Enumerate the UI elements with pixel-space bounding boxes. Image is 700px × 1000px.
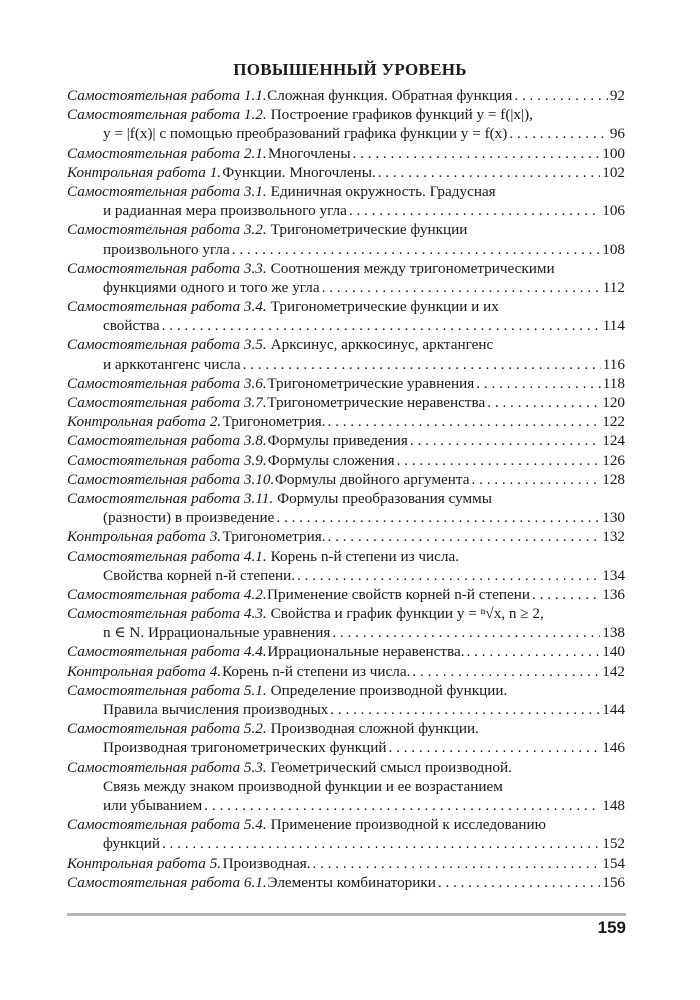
toc-entry-kind: Самостоятельная работа 3.4. [67,298,267,316]
toc-entry-line [67,681,625,700]
leader-dots [487,393,600,412]
leader-dots [349,201,600,220]
toc-entry[interactable] [67,86,625,105]
toc-entry-kind: Самостоятельная работа 4.2. [67,585,267,603]
toc-entry-kind: Самостоятельная работа 4.1. [67,547,267,565]
toc-entry-title: Свойства и график функции y = ⁿ√x, n ≥ 2, [270,605,544,623]
toc-entry-kind: Самостоятельная работа 1.1. [67,87,267,104]
toc-entry-page: 134 [602,566,625,584]
leader-dots [378,163,601,182]
toc-entry[interactable] [67,335,625,373]
leader-dots [397,451,601,470]
toc-entry-kind: Самостоятельная работа 6.1. [67,873,267,891]
leader-dots [353,144,601,163]
toc-entry-title: и арккотангенс числа [103,355,241,373]
toc-entry-title: произвольного угла [103,240,230,258]
toc-entry-kind: Самостоятельная работа 1.2. [67,106,267,124]
toc-entry[interactable] [67,105,625,143]
toc-entry[interactable] [67,259,625,297]
toc-entry-page: 116 [602,355,625,373]
toc-entry-kind: Контрольная работа 1. [67,163,222,181]
toc-entry-line [67,662,625,681]
toc-entry-kind: Самостоятельная работа 5.1. [67,681,267,699]
page-number: 159 [597,918,626,937]
toc-entry-kind: Самостоятельная работа 3.5. [67,336,267,354]
leader-dots [297,566,600,585]
toc-entry[interactable] [67,873,625,892]
toc-entry-title: Применение производной к исследованию [270,816,546,834]
toc-entry-line [67,374,625,393]
toc-entry-title: Свойства корней n-й степени. [103,566,296,584]
toc-entry-page: 92 [609,87,625,104]
leader-dots [162,834,600,853]
toc-entry[interactable] [67,431,625,450]
toc-entry-line [67,777,625,796]
toc-entry-kind: Контрольная работа 4. [67,662,222,680]
leader-dots [162,316,601,335]
toc-entry-page: 136 [602,585,625,603]
toc-entry[interactable] [67,412,625,431]
toc-entry-page: 126 [602,451,625,469]
toc-entry[interactable] [67,719,625,757]
toc-entry-title: Корень n-й степени из числа. [270,547,459,565]
toc-entry-title: Тригонометрические неравенства [267,394,486,411]
toc-entry-line [67,834,625,853]
leader-dots [389,738,601,757]
toc-entry-title: и радианная мера произвольного угла [103,202,347,220]
toc-entry-title: Связь между знаком производной функции и ее возрастанием [103,777,503,795]
toc-entry-title: Арксинус, арккосинус, арктангенс [270,336,494,354]
leader-dots [330,700,600,719]
toc-entry[interactable] [67,489,625,527]
toc-entry-kind: Самостоятельная работа 3.10. [67,470,275,488]
toc-entry[interactable] [67,374,625,393]
toc-entry-title: Формулы преобразования суммы [277,489,492,507]
toc-entry-title: Правила вычисления производных [103,701,329,718]
toc-entry-line [67,585,625,604]
toc-entry-line [67,738,625,757]
toc-entry-title: (разности) в произведение [103,509,275,527]
toc-entry-title: y = |f(x)| с помощью преобразований графика функции y = f(x) [103,125,508,143]
table-of-contents [67,86,625,892]
toc-entry-line [67,182,625,201]
toc-entry-page: 112 [602,278,625,296]
toc-entry-page: 146 [602,739,625,757]
toc-entry-kind: Самостоятельная работа 3.7. [67,394,267,411]
toc-entry[interactable] [67,182,625,220]
toc-entry[interactable] [67,681,625,719]
leader-dots [438,873,600,892]
toc-entry-title: Тригонометрические функции и их [270,298,499,316]
leader-dots [412,662,600,681]
toc-entry-line [67,796,625,815]
toc-entry-page: 152 [602,835,625,853]
toc-entry-kind: Самостоятельная работа 3.11. [67,489,274,507]
toc-entry-kind: Самостоятельная работа 3.1. [67,182,267,200]
toc-entry-kind: Самостоятельная работа 3.2. [67,221,267,239]
toc-entry-line [67,105,625,124]
toc-entry-line [67,623,625,642]
toc-entry-line [67,470,625,489]
toc-entry-line [67,144,625,163]
toc-entry-page: 114 [602,317,625,335]
toc-entry-line [67,700,625,719]
toc-entry-line [67,489,625,508]
footer-rule [67,913,626,916]
toc-entry[interactable] [67,642,625,661]
toc-entry-title: Иррациональные неравенства. [267,643,465,661]
toc-entry-page: 138 [602,624,625,642]
toc-entry-title: Тригонометрия. [222,413,326,431]
toc-entry-page: 148 [602,796,625,814]
toc-entry-line [67,431,625,450]
toc-entry-line [67,86,625,105]
leader-dots [472,470,601,489]
leader-dots [509,124,607,143]
toc-entry-kind: Контрольная работа 5. [67,854,222,872]
toc-entry-kind: Самостоятельная работа 5.4. [67,816,267,834]
toc-entry-line [67,297,625,316]
toc-entry[interactable] [67,527,625,546]
toc-entry[interactable] [67,393,625,412]
toc-entry[interactable] [67,854,625,873]
toc-entry[interactable] [67,547,625,585]
leader-dots [328,412,601,431]
section-heading: ПОВЫШЕННЫЙ УРОВЕНЬ [233,60,467,79]
toc-entry-title: Тригонометрические уравнения [267,374,475,392]
toc-entry-page: 128 [602,470,625,488]
toc-entry-page: 120 [602,394,625,411]
toc-entry-kind: Самостоятельная работа 5.3. [67,758,267,776]
leader-dots [467,642,601,661]
toc-entry-title: Многочлены [267,144,351,162]
toc-entry-line [67,393,625,412]
toc-entry-line [67,201,625,220]
toc-entry-line [67,412,625,431]
toc-entry-line [67,259,625,278]
leader-dots [243,355,601,374]
toc-entry-title: Геометрический смысл производной. [270,758,512,776]
toc-entry-title: свойства [103,317,160,335]
toc-entry-title: Корень n-й степени из числа. [222,662,411,680]
toc-entry-page: 142 [602,662,625,680]
toc-entry-line [67,220,625,239]
toc-entry-title: Функции. Многочлены. [222,163,376,181]
toc-entry[interactable] [67,297,625,335]
toc-entry[interactable] [67,662,625,681]
toc-entry-kind: Самостоятельная работа 3.9. [67,451,267,469]
leader-dots [328,527,601,546]
toc-entry-line [67,335,625,354]
leader-dots [276,508,600,527]
toc-entry-title: Тригонометрия. [222,528,326,546]
toc-entry-title: Сложная функция. Обратная функция [267,87,513,104]
toc-entry-title: функций [103,835,160,853]
toc-entry[interactable] [67,470,625,489]
toc-entry-title: Производная тригонометрических функций [103,739,387,757]
toc-entry-line [67,278,625,297]
leader-dots [514,86,607,105]
leader-dots [410,431,600,450]
toc-entry-page: 108 [602,240,625,258]
toc-entry-page: 130 [602,509,625,527]
toc-entry[interactable] [67,144,625,163]
toc-entry-page: 140 [602,643,625,661]
toc-entry-page: 118 [602,374,625,392]
toc-entry-line [67,547,625,566]
toc-entry-kind: Самостоятельная работа 5.2. [67,720,267,738]
toc-entry-line [67,719,625,738]
toc-entry-line [67,642,625,661]
toc-entry-kind: Самостоятельная работа 3.8. [67,432,267,450]
toc-entry[interactable] [67,451,625,470]
toc-entry-kind: Самостоятельная работа 3.6. [67,374,267,392]
leader-dots [232,240,600,259]
toc-entry-title: Тригонометрические функции [270,221,468,239]
toc-entry-title: Формулы сложения [267,451,395,469]
toc-entry-line [67,854,625,873]
toc-entry[interactable] [67,220,625,258]
toc-entry[interactable] [67,585,625,604]
leader-dots [204,796,600,815]
toc-entry-line [67,451,625,470]
toc-entry-title: Формулы двойного аргумента [274,470,470,488]
toc-entry-page: 132 [602,528,625,546]
toc-entry[interactable] [67,758,625,816]
toc-entry-page: 106 [602,202,625,220]
toc-entry-line [67,124,625,143]
toc-entry-title: Единичная окружность. Градусная [270,182,496,200]
toc-entry-line [67,163,625,182]
toc-entry-kind: Самостоятельная работа 4.3. [67,605,267,623]
toc-entry-kind: Самостоятельная работа 4.4. [67,643,267,661]
toc-entry-line [67,508,625,527]
toc-entry-page: 100 [602,144,625,162]
toc-entry-line [67,355,625,374]
toc-entry-kind: Контрольная работа 3. [67,528,222,546]
toc-entry-title: Соотношения между тригонометрическими [270,259,555,277]
toc-entry-page: 102 [602,163,625,181]
leader-dots [532,585,600,604]
toc-entry-title: Производная сложной функции. [270,720,479,738]
toc-entry-page: 124 [602,432,625,450]
toc-entry-title: Формулы приведения [267,432,408,450]
leader-dots [312,854,600,873]
toc-entry-kind: Самостоятельная работа 2.1. [67,144,267,162]
toc-entry-title: n ∈ N. Иррациональные уравнения [103,624,331,642]
toc-entry-title: или убыванием [103,796,203,814]
toc-entry-title: функциями одного и того же угла [103,278,320,296]
toc-entry-page: 156 [602,873,625,891]
toc-entry-line [67,815,625,834]
toc-entry-line [67,527,625,546]
toc-entry-title: Определение производной функции. [270,681,508,699]
toc-entry-title: Элементы комбинаторики [267,873,436,891]
toc-entry-line [67,316,625,335]
toc-entry[interactable] [67,815,625,853]
toc-entry-page: 122 [602,413,625,431]
toc-entry-page: 144 [602,701,625,718]
toc-entry-line [67,604,625,623]
leader-dots [332,623,600,642]
toc-entry-page: 154 [602,854,625,872]
toc-entry-kind: Контрольная работа 2. [67,413,222,431]
toc-entry-title: Применение свойств корней n-й степени [267,585,531,603]
toc-entry[interactable] [67,163,625,182]
leader-dots [476,374,601,393]
leader-dots [322,278,601,297]
toc-entry-line [67,240,625,259]
toc-entry-line [67,873,625,892]
toc-entry-page: 96 [609,125,625,143]
toc-entry-kind: Самостоятельная работа 3.3. [67,259,267,277]
toc-entry-title: Построение графиков функций y = f(|x|), [270,106,533,124]
toc-entry-title: Производная. [222,854,311,872]
toc-entry[interactable] [67,604,625,642]
toc-entry-line [67,758,625,777]
toc-entry-line [67,566,625,585]
